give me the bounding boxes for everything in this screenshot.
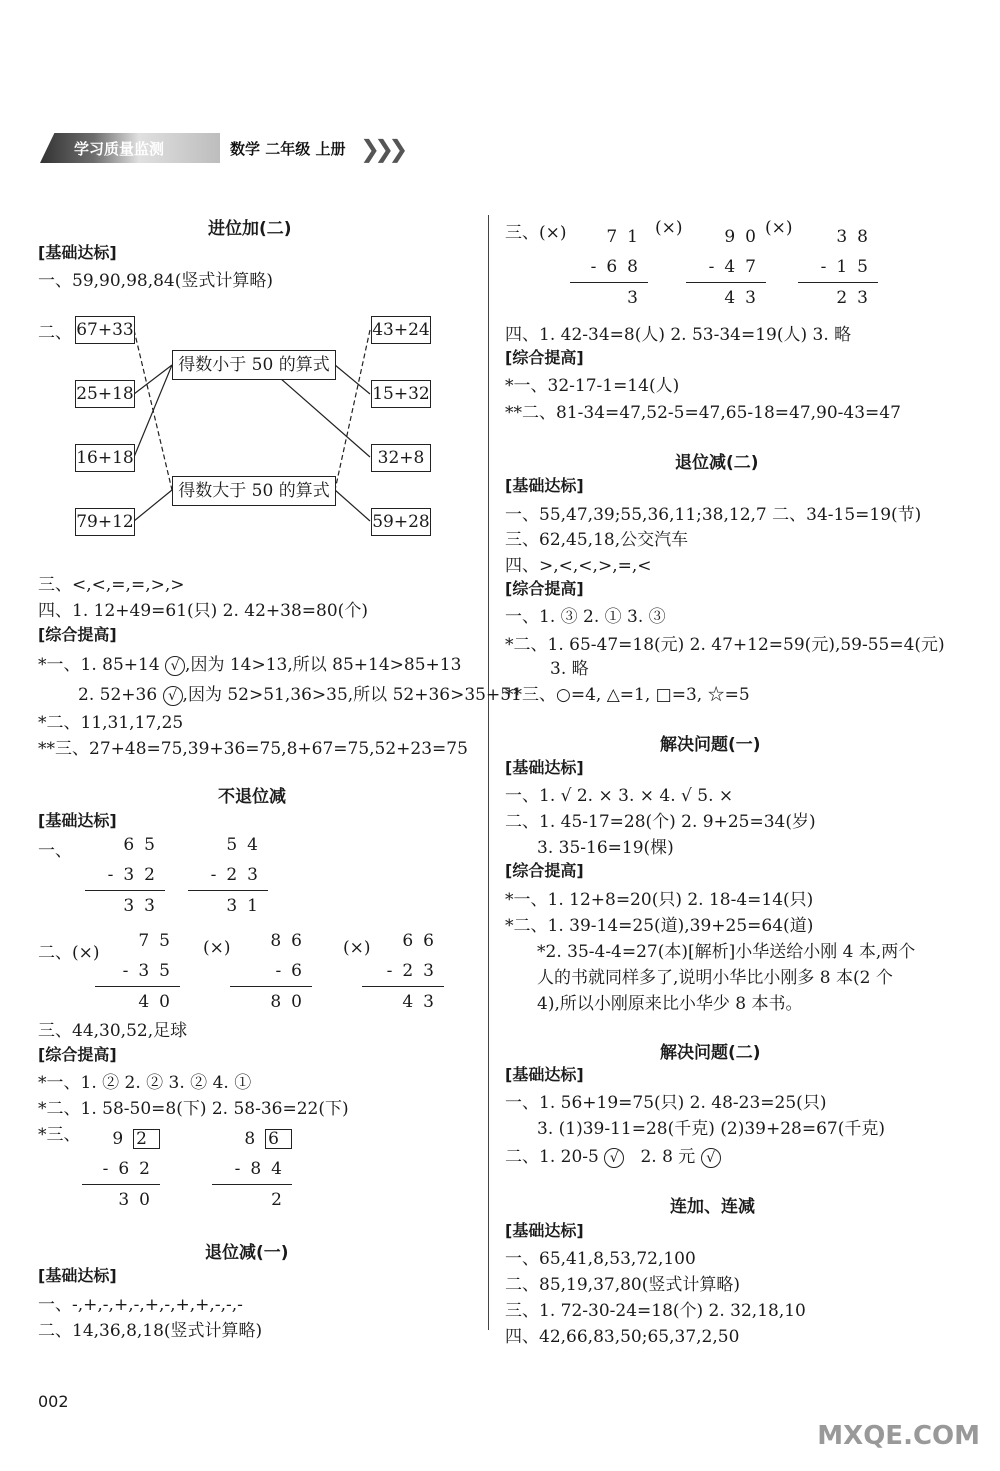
answer-text: 2. 52+36 xyxy=(78,685,158,705)
calc-sub: -35 xyxy=(122,961,180,981)
expr-box: 15+32 xyxy=(371,380,431,408)
section-label: [基础达标] xyxy=(38,1266,117,1285)
answer-line: 二、85,19,37,80(竖式计算略) xyxy=(505,1275,741,1295)
circled-check-icon: √ xyxy=(165,656,185,676)
answer-line: 一、65,41,8,53,72,100 xyxy=(505,1249,696,1269)
answer-line: 二、14,36,8,18(竖式计算略) xyxy=(38,1321,263,1341)
calc-result: 30 xyxy=(82,1184,160,1215)
calc-sub: -23 xyxy=(386,961,444,981)
answer-line: 四、1. 42-34=8(人) 2. 53-34=19(人) 3. 略 xyxy=(505,325,852,345)
calc-sub: -62 xyxy=(102,1159,160,1179)
calc-result: 23 xyxy=(798,282,878,313)
calc-result: 3 xyxy=(570,282,648,313)
calc-sub: -32 xyxy=(107,865,165,885)
calc-top: 65 xyxy=(123,835,165,855)
section-label: [综合提高] xyxy=(38,1045,117,1064)
expr-box: 32+8 xyxy=(371,444,431,472)
section-label: [基础达标] xyxy=(505,476,584,495)
vertical-calculation xyxy=(798,222,878,313)
calc-top xyxy=(82,1124,160,1154)
calc-digit: 9 xyxy=(112,1129,134,1149)
expr-box: 43+24 xyxy=(371,316,431,344)
calc-top: 66 xyxy=(402,931,444,951)
answer-line: 4),所以小刚原来比小华少 8 本书。 xyxy=(537,994,803,1014)
answer-line: 一、1. ③ 2. ① 3. ③ xyxy=(505,607,666,627)
answer-line: 一、-,+,-,+,-,+,-,+,+,-,-,- xyxy=(38,1295,243,1315)
mark-wrong: (×) xyxy=(343,938,371,958)
vertical-calculation xyxy=(82,1124,160,1215)
answer-text: 2. 8 元 xyxy=(640,1147,696,1167)
answer-line: *2. 35-4-4=27(本)[解析]小华送给小刚 4 本,两个 xyxy=(537,942,916,962)
answer-prefix: 一、 xyxy=(38,841,72,861)
category-box: 得数大于 50 的算式 xyxy=(172,476,336,506)
vertical-calculation xyxy=(686,222,766,313)
circled-check-icon: √ xyxy=(604,1148,624,1168)
vertical-calculation xyxy=(362,926,444,1017)
section-label: [基础达标] xyxy=(505,1221,584,1240)
section-label: [综合提高] xyxy=(505,348,584,367)
mark-wrong: (×) xyxy=(765,218,793,238)
header-subject: 数学 二年级 上册 xyxy=(230,140,346,158)
answer-line: 人的书就同样多了,说明小华比小刚多 8 本(2 个 xyxy=(537,968,893,988)
answer-line xyxy=(38,650,461,676)
calc-digit: 8 xyxy=(244,1129,266,1149)
calc-top: 38 xyxy=(836,227,878,247)
calc-sub: -68 xyxy=(590,257,648,277)
calc-sub: -47 xyxy=(708,257,766,277)
answer-prefix: 三、(×) xyxy=(505,223,567,243)
answer-line: *一、1. ② 2. ② 3. ② 4. ① xyxy=(38,1073,252,1093)
answer-line: 二、1. 45-17=28(个) 2. 9+25=34(岁) xyxy=(505,812,816,832)
expr-box: 16+18 xyxy=(75,444,135,472)
section-title: 退位减(一) xyxy=(205,1243,289,1263)
answer-line: *二、1. 65-47=18(元) 2. 47+12=59(元),59-55=4(元) xyxy=(505,635,945,655)
answer-line: 一、55,47,39;55,36,11;38,12,7 二、34-15=19(节) xyxy=(505,505,922,525)
answer-line: 一、1. √ 2. × 3. × 4. √ 5. × xyxy=(505,786,734,806)
section-label: [基础达标] xyxy=(505,1065,584,1084)
answer-line xyxy=(78,680,522,706)
answer-line xyxy=(505,1142,721,1168)
filled-box: 2 xyxy=(133,1129,160,1149)
expr-box: 59+28 xyxy=(371,508,431,536)
answer-line: 四、>,<,<,>,=,< xyxy=(505,556,652,576)
section-title: 进位加(二) xyxy=(208,219,292,239)
answer-line: *一、32-17-1=14(人) xyxy=(505,376,680,396)
answer-text: *一、1. 85+14 xyxy=(38,655,160,675)
answer-prefix: 二、(×) xyxy=(38,943,100,963)
calc-sub: -23 xyxy=(210,865,268,885)
section-title: 解决问题(二) xyxy=(660,1043,761,1063)
mark-wrong: (×) xyxy=(655,218,683,238)
answer-prefix: 二、 xyxy=(38,323,72,343)
answer-line: *二、1. 58-50=8(下) 2. 58-36=22(下) xyxy=(38,1099,349,1119)
vertical-calculation xyxy=(570,222,648,313)
section-label: [基础达标] xyxy=(38,811,117,830)
answer-line: 一、59,90,98,84(竖式计算略) xyxy=(38,271,274,291)
vertical-calculation xyxy=(85,830,165,921)
section-title: 解决问题(一) xyxy=(660,735,761,755)
circled-check-icon: √ xyxy=(701,1148,721,1168)
answer-text: ,因为 14>13,所以 85+14>85+13 xyxy=(185,655,462,675)
calc-result: 40 xyxy=(95,986,180,1017)
answer-line: **三、27+48=75,39+36=75,8+67=75,52+23=75 xyxy=(38,739,468,759)
answer-line: 四、1. 12+49=61(只) 2. 42+38=80(个) xyxy=(38,601,368,621)
section-label: [综合提高] xyxy=(505,579,584,598)
calc-top: 54 xyxy=(226,835,268,855)
answer-text: 二、1. 20-5 xyxy=(505,1147,599,1167)
vertical-calculation xyxy=(188,830,268,921)
answer-line: 3. 略 xyxy=(550,659,589,679)
answer-text: ,因为 52>51,36>35,所以 52+36>35+51 xyxy=(182,685,522,705)
answer-line: **三、○=4, △=1, □=3, ☆=5 xyxy=(505,685,750,705)
answer-line: **二、81-34=47,52-5=47,65-18=47,90-43=47 xyxy=(505,403,901,423)
calc-result: 43 xyxy=(686,282,766,313)
answer-line: 一、1. 56+19=75(只) 2. 48-23=25(只) xyxy=(505,1093,827,1113)
section-label: [基础达标] xyxy=(505,758,584,777)
calc-top: 75 xyxy=(138,931,180,951)
calc-top: 71 xyxy=(606,227,648,247)
page-number: 002 xyxy=(38,1392,69,1411)
section-title: 连加、连减 xyxy=(670,1197,755,1217)
header-series-title: 学习质量监测 xyxy=(74,140,165,158)
calc-top xyxy=(212,1124,292,1154)
section-label: [综合提高] xyxy=(38,625,117,644)
watermark: MXQE.COM xyxy=(817,1421,980,1451)
filled-box: 6 xyxy=(265,1129,292,1149)
section-label: [综合提高] xyxy=(505,861,584,880)
answer-line: 3. (1)39-11=28(千克) (2)39+28=67(千克) xyxy=(537,1119,885,1139)
mark-wrong: (×) xyxy=(203,938,231,958)
calc-result: 31 xyxy=(188,890,268,921)
answer-line: *二、11,31,17,25 xyxy=(38,713,184,733)
answer-line: 三、<,<,=,=,>,> xyxy=(38,575,185,595)
section-label: [基础达标] xyxy=(38,243,117,262)
category-box: 得数小于 50 的算式 xyxy=(172,350,336,380)
calc-result: 80 xyxy=(230,986,312,1017)
answer-line: 三、44,30,52,足球 xyxy=(38,1021,188,1041)
calc-sub: -15 xyxy=(820,257,878,277)
section-title: 退位减(二) xyxy=(675,453,759,473)
answer-line: 四、42,66,83,50;65,37,2,50 xyxy=(505,1327,740,1347)
calc-result: 43 xyxy=(362,986,444,1017)
answer-prefix: *三、 xyxy=(38,1125,81,1145)
circled-check-icon: √ xyxy=(163,686,183,706)
calc-result: 33 xyxy=(85,890,165,921)
answer-line: 3. 35-16=19(棵) xyxy=(537,838,674,858)
expr-box: 67+33 xyxy=(75,316,135,344)
answer-line: 三、1. 72-30-24=18(个) 2. 32,18,10 xyxy=(505,1301,806,1321)
expr-box: 79+12 xyxy=(75,508,135,536)
calc-top: 86 xyxy=(270,931,312,951)
answer-line: *二、1. 39-14=25(道),39+25=64(道) xyxy=(505,916,814,936)
vertical-calculation xyxy=(230,926,312,1017)
calc-top: 90 xyxy=(724,227,766,247)
calc-sub: -6 xyxy=(275,961,312,981)
calc-sub: -84 xyxy=(234,1159,292,1179)
vertical-calculation xyxy=(212,1124,292,1215)
section-title: 不退位减 xyxy=(218,787,286,807)
calc-result: 2 xyxy=(212,1184,292,1215)
chevron-arrows-icon: ❯❯❯ xyxy=(360,135,403,163)
expr-box: 25+18 xyxy=(75,380,135,408)
answer-line: 三、62,45,18,公交汽车 xyxy=(505,530,689,550)
answer-line: *一、1. 12+8=20(只) 2. 18-4=14(只) xyxy=(505,890,814,910)
vertical-calculation xyxy=(95,926,180,1017)
